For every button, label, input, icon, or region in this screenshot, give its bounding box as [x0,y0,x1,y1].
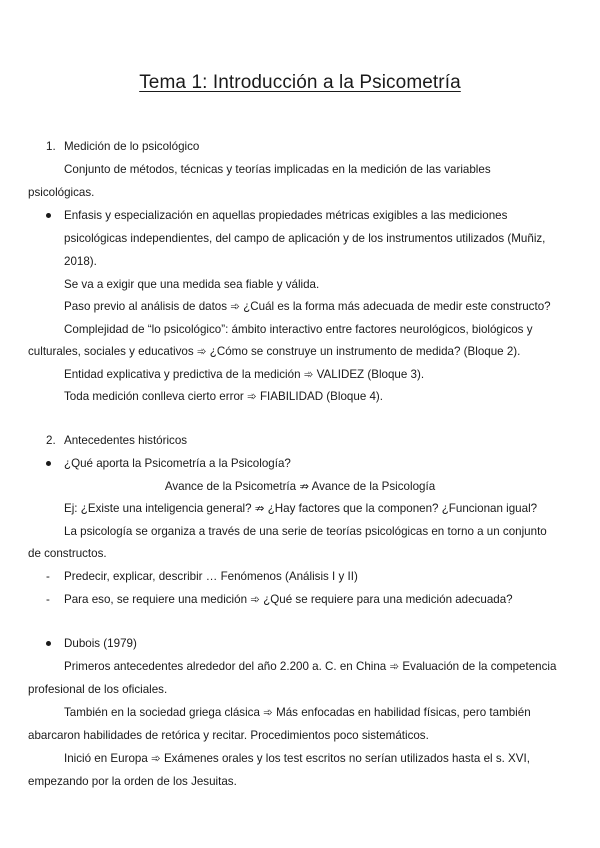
dash-icon: - [46,570,50,583]
paragraph-line: abarcaron habilidades de retórica y recitar. Procedimientos poco sistemáticos. [28,729,429,742]
section-2-heading: Antecedentes históricos [64,434,188,447]
bullet-line: psicológicas independientes, del campo de aplicación y de los instrumentos utilizados (Muñiz, [64,232,546,245]
bullet-line: Dubois (1979) [64,637,137,650]
paragraph-line: Inició en Europa ➾ Exámenes orales y los test escritos no serían utilizados hasta el s. XVI, [64,752,530,765]
bullet-icon [46,213,51,218]
paragraph-line: Toda medición conlleva cierto error ➾ FIABILIDAD (Bloque 4). [64,390,384,403]
section-2-number: 2. [46,434,56,447]
dash-line: Predecir, explicar, describir … Fenómenos (Análisis I y II) [64,570,358,583]
dash-icon: - [46,593,50,606]
paragraph-line: culturales, sociales y educativos ➾ ¿Cómo se construye un instrumento de medida? (Bloque 2). [28,345,521,358]
section-1-number: 1. [46,140,56,153]
paragraph-line: También en la sociedad griega clásica ➾ Más enfocadas en habilidad físicas, pero también [64,706,531,719]
paragraph-line: Complejidad de “lo psicológico”: ámbito interactivo entre factores neurológicos, biológicos y [64,323,533,336]
bullet-icon [46,641,51,646]
paragraph-line: Paso previo al análisis de datos ➾ ¿Cuál es la forma más adecuada de medir este constructo? [64,300,551,313]
dash-line: Para eso, se requiere una medición ➾ ¿Qué se requiere para una medición adecuada? [64,593,513,606]
paragraph-line: Ej: ¿Existe una inteligencia general? ⇏ ¿Hay factores que la componen? ¿Funcionan igual? [64,502,538,515]
page-title: Tema 1: Introducción a la Psicometría [139,72,461,93]
bullet-line: Enfasis y especialización en aquellas propiedades métricas exigibles a las mediciones [64,209,508,222]
paragraph-line: Conjunto de métodos, técnicas y teorías implicadas en la medición de las variables [64,163,491,176]
section-1-heading: Medición de lo psicológico [64,140,200,153]
paragraph-line: de constructos. [28,547,107,560]
paragraph-line: Primeros antecedentes alrededor del año 2.200 a. C. en China ➾ Evaluación de la competencia [64,660,557,673]
paragraph-line: Entidad explicativa y predictiva de la medición ➾ VALIDEZ (Bloque 3). [64,368,425,381]
bullet-icon [46,461,51,466]
bullet-line: ¿Qué aporta la Psicometría a la Psicología? [64,457,291,470]
centered-statement: Avance de la Psicometría ⇏ Avance de la Psicología [164,480,436,493]
paragraph-line: profesional de los oficiales. [28,683,168,696]
paragraph-line: Se va a exigir que una medida sea fiable y válida. [64,278,320,291]
bullet-line: 2018). [64,255,97,268]
paragraph-line: psicológicas. [28,186,95,199]
paragraph-line: empezando por la orden de los Jesuitas. [28,775,237,788]
paragraph-line: La psicología se organiza a través de una serie de teorías psicológicas en torno a un conjunto [64,525,547,538]
